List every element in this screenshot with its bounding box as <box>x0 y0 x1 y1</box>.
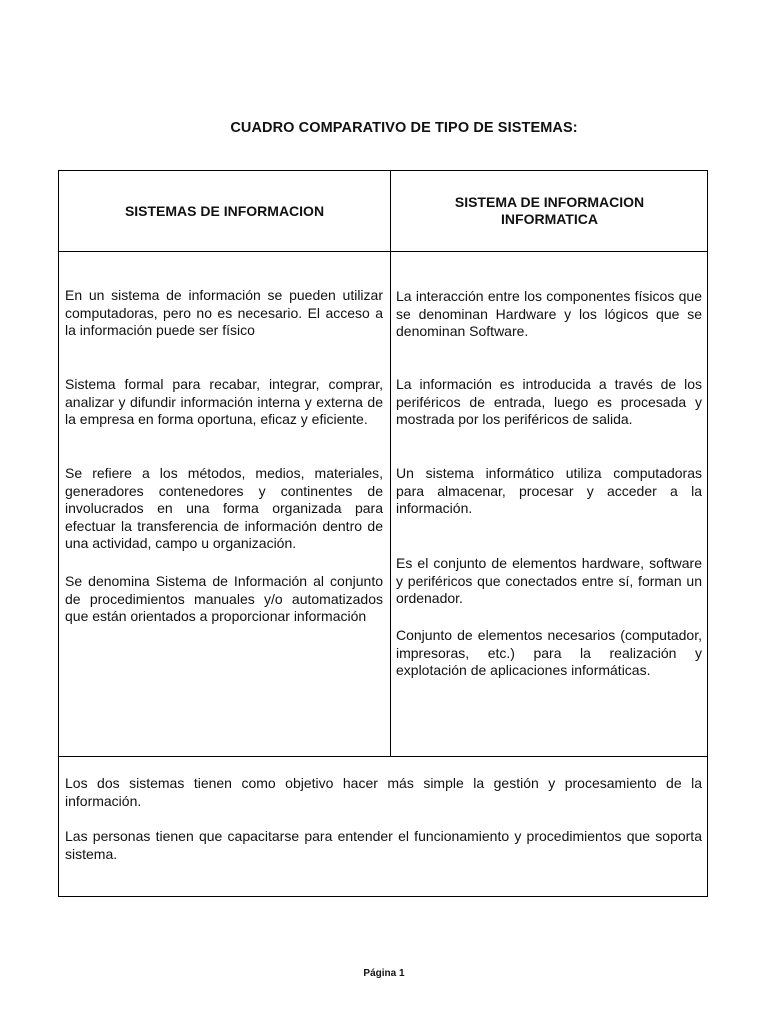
header-right-line2: INFORMATICA <box>501 211 598 227</box>
page-number: Página 1 <box>363 968 405 979</box>
conclusion-paragraph: Los dos sistemas tienen como objetivo hacer más simple la gestión y procesamiento de la información. <box>65 775 702 809</box>
comparison-table <box>58 170 708 897</box>
left-paragraph: Sistema formal para recabar, integrar, comprar, analizar y difundir información interna y externa de la empresa en forma oportuna, eficaz y eficiente. <box>65 376 383 428</box>
left-paragraph: Se refiere a los métodos, medios, materiales, generadores contenedores y continentes de involucrados en una forma organizada para efectuar la transferencia de información dentro de una actividad, campo u organización. <box>65 465 383 552</box>
header-sistemas-de-informacion <box>59 171 390 251</box>
right-paragraph: La interacción entre los componentes físicos que se denominan Hardware y los lógicos que se denominan Software. <box>396 288 702 340</box>
left-paragraph: Se denomina Sistema de Información al conjunto de procedimientos manuales y/o automatizados que están orientados a proporcionar información <box>65 573 383 625</box>
right-paragraph: Es el conjunto de elementos hardware, software y periféricos que conectados entre sí, forman un ordenador. <box>396 555 702 607</box>
header-divider <box>59 251 707 252</box>
left-paragraph: En un sistema de información se pueden utilizar computadoras, pero no es necesario. El acceso a la información puede ser físico <box>65 287 383 339</box>
conclusion-divider <box>59 756 707 757</box>
header-right-line1: SISTEMA DE INFORMACION <box>454 194 645 210</box>
conclusion-paragraph: Las personas tienen que capacitarse para entender el funcionamiento y procedimientos que soporta sistema. <box>65 828 702 862</box>
header-left-label: SISTEMAS DE INFORMACION <box>124 202 325 219</box>
right-paragraph: Un sistema informático utiliza computadoras para almacenar, procesar y acceder a la información. <box>396 465 702 517</box>
header-sistema-informatica <box>391 171 708 251</box>
column-divider <box>390 171 391 756</box>
right-paragraph: La información es introducida a través de los periféricos de entrada, luego es procesada y mostrada por los periféricos de salida. <box>396 376 702 428</box>
document-title: CUADRO COMPARATIVO DE TIPO DE SISTEMAS: <box>230 120 578 136</box>
right-paragraph: Conjunto de elementos necesarios (computador, impresoras, etc.) para la realización y explotación de aplicaciones informáticas. <box>396 627 702 679</box>
